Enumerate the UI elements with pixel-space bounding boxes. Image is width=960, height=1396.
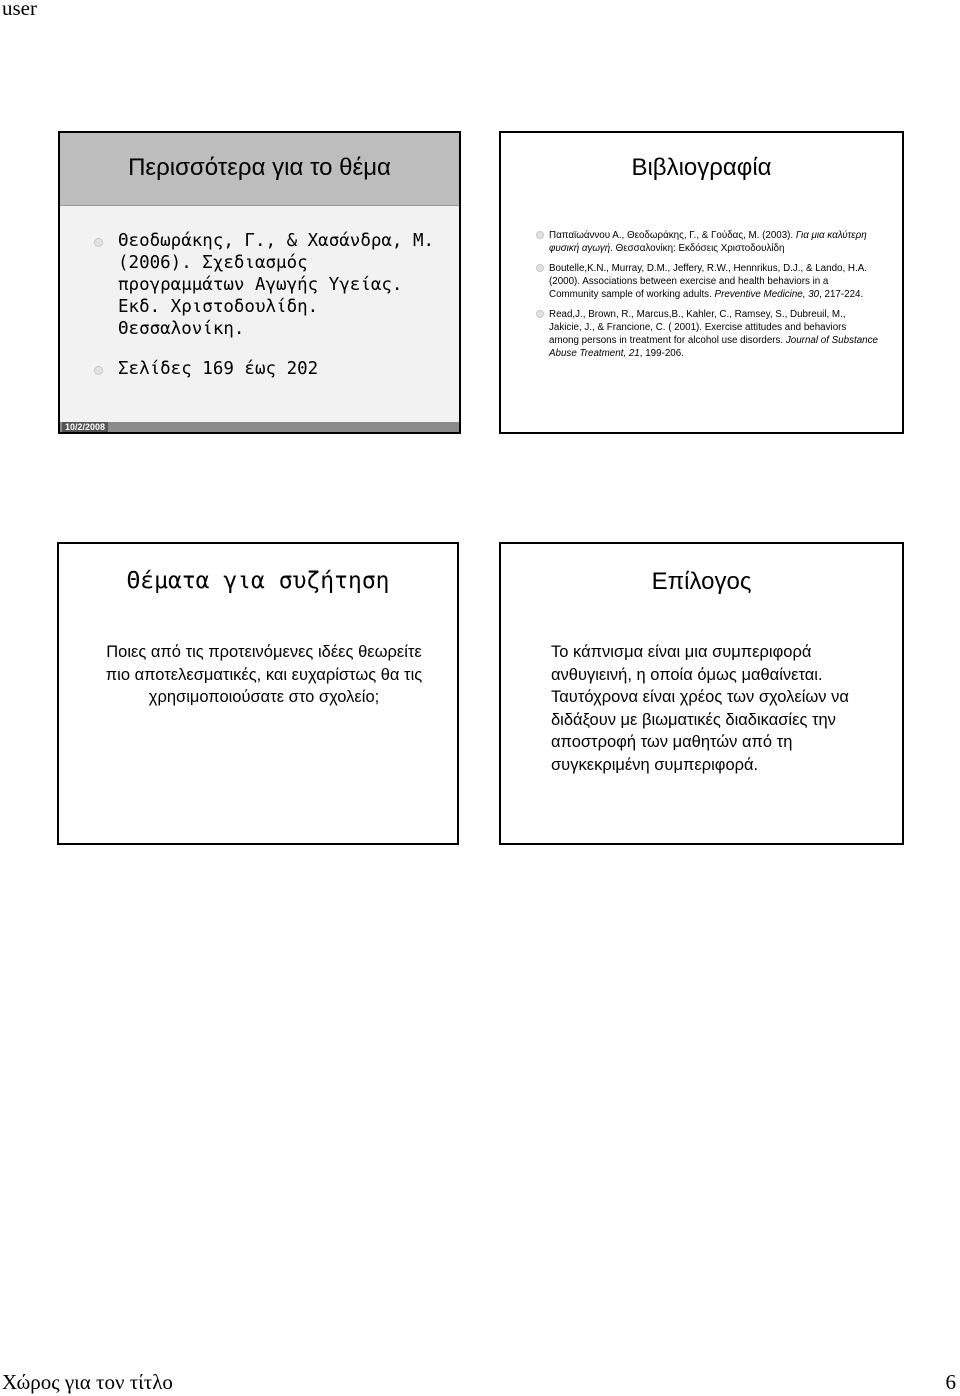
- ref-italic: Journal of Substance Abuse Treatment, 21: [549, 335, 878, 359]
- slide-title: Επίλογος: [651, 568, 752, 595]
- slide-bibliography: [499, 131, 904, 434]
- reference-item: [536, 229, 878, 255]
- ref-text: Boutelle,K.N., Murray, D.M., Jeffery, R.W., Hennrikus, D.J., & Lando, H.A. (2000). Associations between exercise and health behaviors in a Community sample of working adults.: [549, 263, 867, 300]
- bullet-icon: [536, 264, 544, 272]
- ref-text: . Θεσσαλονίκη: Εκδόσεις Χριστοδουλίδη: [610, 243, 785, 254]
- reference-item: [536, 308, 878, 360]
- slide-body: Ποιες από τις προτεινόμενες ιδέες θεωρείτε πιο αποτελεσματικές, και ευχαρίστως θα τις χρησιμοποιούσατε στο σχολείο;: [105, 643, 423, 706]
- bullet-icon: [536, 231, 544, 239]
- ref-italic: Για μια καλύτερη φυσική αγωγή: [549, 230, 867, 254]
- ref-text: Παπαϊωάννου Α., Θεοδωράκης, Γ., & Γούδας, Μ. (2003).: [549, 230, 796, 241]
- slide-title: Περισσότερα για το θέμα: [128, 154, 391, 181]
- bullet-text: Θεοδωράκης, Γ., & Χασάνδρα, Μ. (2006). Σχεδιασμός προγραμμάτων Αγωγής Υγείας. Εκδ. Χριστοδουλίδη. Θεσσαλονίκη.: [118, 231, 435, 339]
- user-label: user: [2, 0, 37, 20]
- reference-item: [536, 262, 878, 301]
- slide-title: Βιβλιογραφία: [631, 154, 772, 181]
- footer-band: [60, 422, 459, 432]
- bullet-icon: [94, 238, 103, 247]
- ref-text: Read,J., Brown, R., Marcus,B., Kahler, C., Ramsey, S., Dubreuil, M., Jakicie, J., & Francione, C. ( 2001). Exercise attitudes and behaviors among persons in treatment for alcohol use disorders.: [549, 309, 847, 346]
- slide-date: 10/2/2008: [62, 422, 108, 432]
- slide-body: Το κάπνισμα είναι μια συμπεριφορά ανθυγιεινή, η οποία όμως μαθαίνεται. Ταυτόχρονα είναι χρέος των σχολείων να διδάξουν με βιωματικές διαδικασίες την αποστροφή των μαθητών από τη συγκεκριμένη συμπεριφορά.: [551, 643, 849, 774]
- bullet-list: [94, 230, 444, 380]
- bullet-text: Σελίδες 169 έως 202: [118, 359, 319, 379]
- bullet-icon: [94, 366, 103, 375]
- slide-more-on-topic: [58, 131, 461, 434]
- ref-italic: Preventive Medicine, 30: [714, 289, 820, 300]
- list-item: [94, 358, 444, 380]
- title-placeholder: Χώρος για τον τίτλο: [2, 1370, 173, 1394]
- bullet-icon: [536, 310, 544, 318]
- slide-discussion-topics: [57, 542, 459, 845]
- list-item: [94, 230, 444, 340]
- ref-text: , 199-206.: [639, 348, 684, 359]
- reference-list: [536, 229, 878, 367]
- slide-title: Θέματα για συζήτηση: [126, 568, 390, 594]
- ref-text: , 217-224.: [819, 289, 864, 300]
- page-number: 6: [945, 1370, 956, 1394]
- slide-epilogue: [499, 542, 904, 845]
